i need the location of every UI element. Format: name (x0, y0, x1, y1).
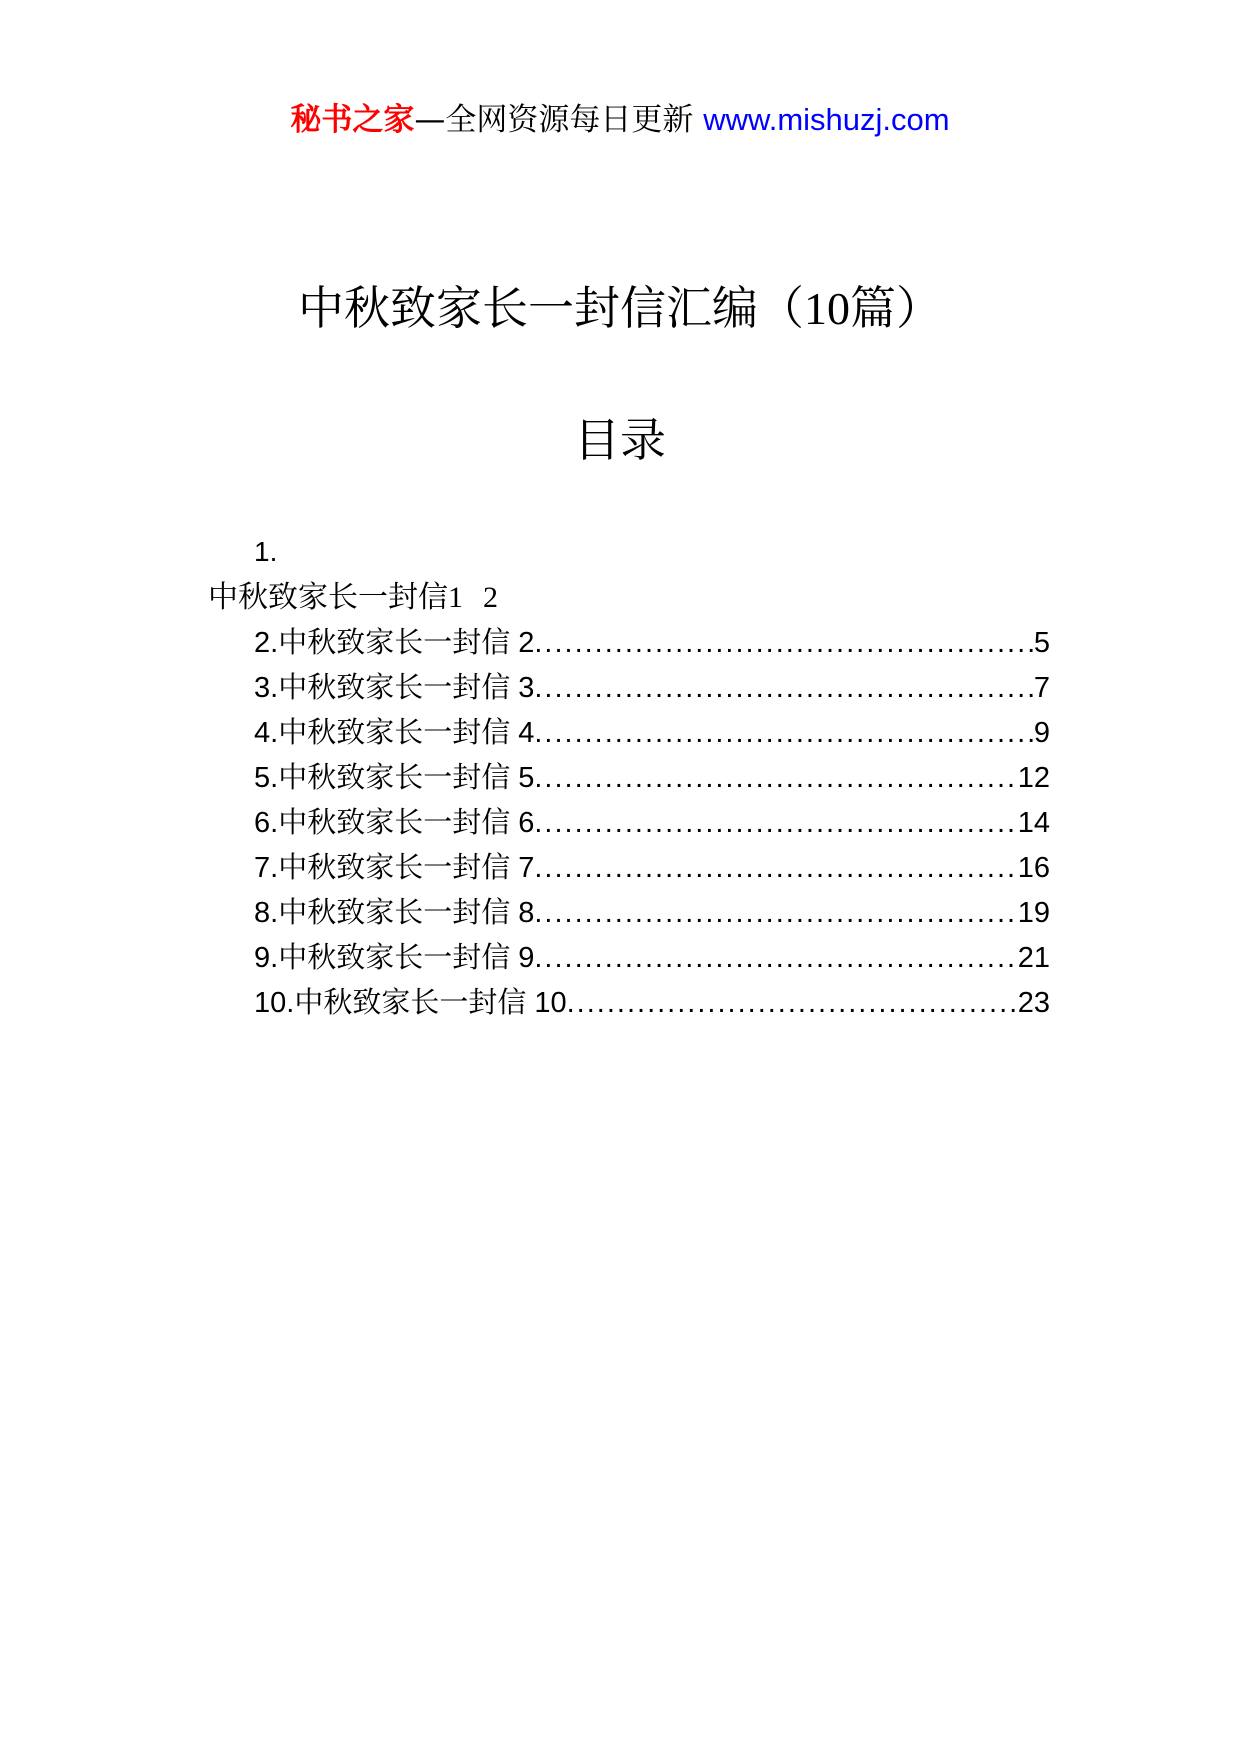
toc-entry[interactable] (254, 665, 1050, 710)
toc-entry-number: 7. (254, 852, 279, 884)
toc-entry-suffix: 10 (534, 987, 567, 1019)
toc-entry-page: 12 (1017, 762, 1050, 794)
toc-entry[interactable] (254, 620, 1050, 665)
toc-entry-number: 5. (254, 762, 279, 794)
site-brand: 秘书之家 (290, 102, 415, 138)
toc-dot-leader (534, 621, 1034, 666)
toc-entry-suffix: 4 (518, 717, 535, 749)
toc-entry-1-number: 1. (254, 536, 278, 567)
toc-entry-page: 21 (1017, 942, 1050, 974)
toc-entry-title: 中秋致家长一封信 (278, 760, 511, 794)
toc-entry-number: 9. (254, 942, 279, 974)
toc-entry-number: 6. (254, 807, 279, 839)
toc-entry[interactable] (254, 710, 1050, 755)
toc-entry-suffix: 5 (518, 762, 535, 794)
toc-entry-page: 5 (1033, 627, 1050, 659)
toc-entry-suffix: 8 (518, 897, 535, 929)
toc-dot-leader (534, 936, 1017, 981)
toc-list (254, 620, 1050, 1025)
toc-dot-leader (567, 981, 1018, 1026)
site-url-link[interactable]: www.mishuzj.com (703, 102, 950, 137)
toc-dot-leader (534, 711, 1034, 756)
toc-entry-1-title: 中秋致家长一封信 (208, 580, 448, 615)
toc-entry[interactable] (254, 890, 1050, 935)
toc-entry[interactable] (254, 980, 1050, 1025)
toc-entry-page: 16 (1017, 852, 1050, 884)
document-title-suffix: 篇） (850, 281, 942, 335)
toc-entry-page: 7 (1033, 672, 1050, 704)
site-tagline: —全网资源每日更新 (414, 102, 694, 138)
toc-entry-title: 中秋致家长一封信 (278, 670, 511, 704)
toc-entry-suffix: 7 (518, 852, 535, 884)
toc-entry-title: 中秋致家长一封信 (278, 895, 511, 929)
toc-entry-1-suffix: 1 (448, 581, 463, 614)
toc-entry-page: 14 (1017, 807, 1050, 839)
toc-entry-number: 2. (254, 627, 279, 659)
toc-entry-page: 23 (1017, 987, 1050, 1019)
toc-dot-leader (534, 846, 1017, 891)
toc-entry-title: 中秋致家长一封信 (278, 715, 511, 749)
toc-entry[interactable] (254, 935, 1050, 980)
toc-entry-number: 3. (254, 672, 279, 704)
toc-entry-number: 10. (254, 987, 295, 1019)
document-title (0, 278, 1240, 339)
document-title-count: 10 (804, 283, 850, 334)
toc-dot-leader (534, 666, 1034, 711)
toc-entry[interactable] (254, 755, 1050, 800)
toc-heading: 目录 (574, 413, 666, 467)
document-title-text: 中秋致家长一封信汇编（ (298, 281, 804, 335)
toc-entry-suffix: 9 (518, 942, 535, 974)
toc-entry-suffix: 3 (518, 672, 535, 704)
toc-entry-number: 4. (254, 717, 279, 749)
toc-entry-page: 19 (1017, 897, 1050, 929)
toc-entry[interactable] (254, 800, 1050, 845)
toc-entry-title: 中秋致家长一封信 (278, 625, 511, 659)
toc-entry[interactable] (254, 845, 1050, 890)
toc-dot-leader (534, 801, 1017, 846)
toc-entry-title: 中秋致家长一封信 (278, 940, 511, 974)
toc-entry-title: 中秋致家长一封信 (278, 805, 511, 839)
toc-entry-suffix: 6 (518, 807, 535, 839)
toc-entry-1[interactable] (208, 578, 498, 618)
toc-entry-title: 中秋致家长一封信 (294, 985, 527, 1019)
site-header (0, 100, 1240, 140)
toc-entry-page: 9 (1033, 717, 1050, 749)
toc-entry-title: 中秋致家长一封信 (278, 850, 511, 884)
toc-entry-number: 8. (254, 897, 279, 929)
toc-dot-leader (534, 891, 1017, 936)
toc-dot-leader (534, 756, 1017, 801)
toc-entry-suffix: 2 (518, 627, 535, 659)
toc-entry-1-page: 2 (483, 581, 498, 614)
